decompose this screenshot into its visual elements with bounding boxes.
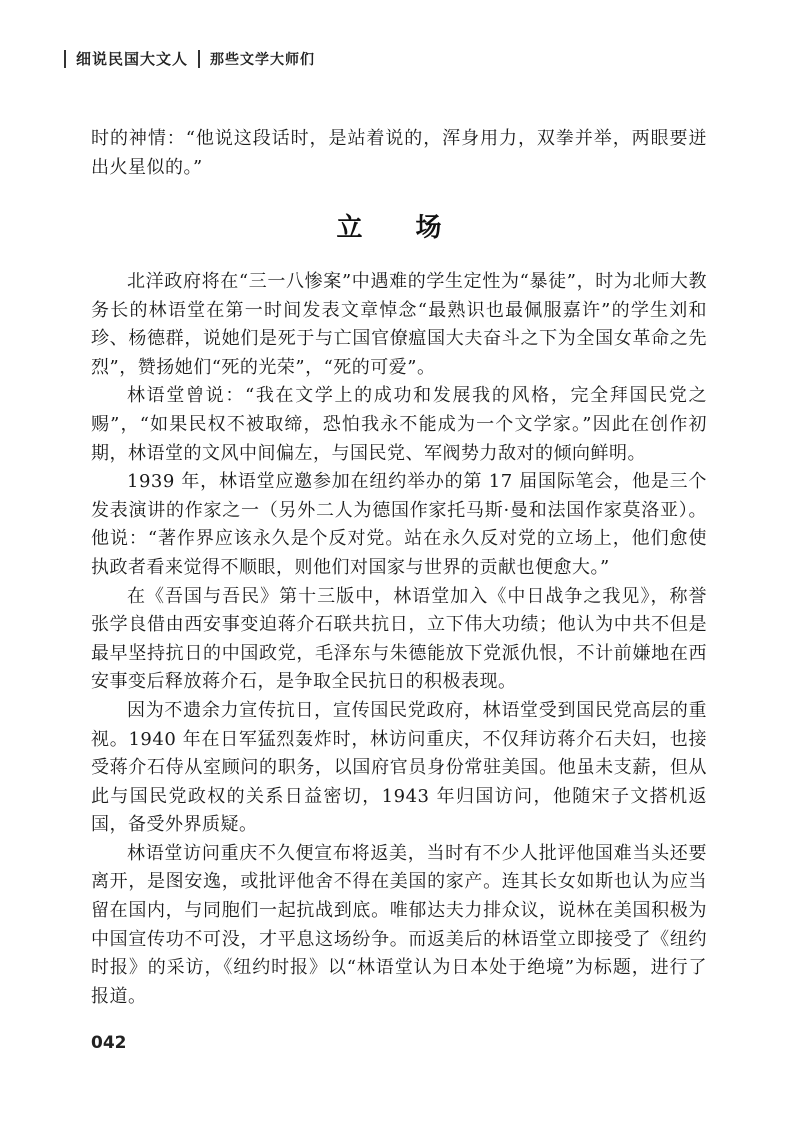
running-header <box>64 48 315 69</box>
continuation-paragraph: 时的神情：“他说这段话时，是站着说的，浑身用力，双拳并举，两眼要迸出火星似的。” <box>91 128 707 178</box>
section-title: 立 场 <box>336 213 464 243</box>
main-text <box>91 268 707 1011</box>
paragraph: 因为不遗余力宣传抗日，宣传国民党政府，林语堂受到国民党高层的重视。1940 年在日军猛烈轰炸时，林访问重庆，不仅拜访蒋介石夫妇，也接受蒋介石侍从室顾问的职务，以国府官员身份常驻美国。他虽未支薪，但从此与国民党政权的关系日益密切，1943 年归国访问，他随宋子文搭机返国，备受外界质疑。 <box>91 699 707 836</box>
book-title: 细说民国大文人 <box>76 50 189 68</box>
header-divider <box>198 50 200 68</box>
page-number: 042 <box>91 1033 127 1053</box>
paragraph: 1939 年，林语堂应邀参加在纽约举办的第 17 届国际笔会，他是三个发表演讲的作家之一（另外二人为德国作家托马斯·曼和法国作家莫洛亚）。他说：“著作界应该永久是个反对党。站在永久反对党的立场上，他们愈使执政者看来觉得不顺眼，则他们对国家与世界的贡献也便愈大。” <box>91 471 707 578</box>
paragraph: 在《吾国与吾民》第十三版中，林语堂加入《中日战争之我见》，称誉张学良借由西安事变迫蒋介石联共抗日，立下伟大功绩；他认为中共不但是最早坚持抗日的中国政党，毛泽东与朱德能放下党派仇恨，不计前嫌地在西安事变后释放蒋介石，是争取全民抗日的积极表现。 <box>91 585 707 693</box>
header-divider <box>64 50 66 68</box>
paragraph: 北洋政府将在“三一八惨案”中遇难的学生定性为“暴徒”，时为北师大教务长的林语堂在第一时间发表文章悼念“最熟识也最佩服嘉许”的学生刘和珍、杨德群，说她们是死于与亡国官僚瘟国大夫奋斗之下为全国女革命之先烈”，赞扬她们“死的光荣”，“死的可爱”。 <box>91 271 707 378</box>
paragraph: 林语堂曾说：“我在文学上的成功和发展我的风格，完全拜国民党之赐”，“如果民权不被取缔，恐怕我永不能成为一个文学家。”因此在创作初期，林语堂的文风中间偏左，与国民党、军阀势力敌对的倾向鲜明。 <box>91 385 707 464</box>
paragraph: 林语堂访问重庆不久便宣布将返美，当时有不少人批评他国难当头还要离开，是图安逸，或批评他舍不得在美国的家产。连其长女如斯也认为应当留在国内，与同胞们一起抗战到底。唯郁达夫力排众议，说林在美国积极为中国宣传功不可没，才平息这场纷争。而返美后的林语堂立即接受了《纽约时报》的采访，《纽约时报》以“林语堂认为日本处于绝境”为标题，进行了报道。 <box>91 842 707 1007</box>
series-title: 那些文学大师们 <box>210 51 316 68</box>
